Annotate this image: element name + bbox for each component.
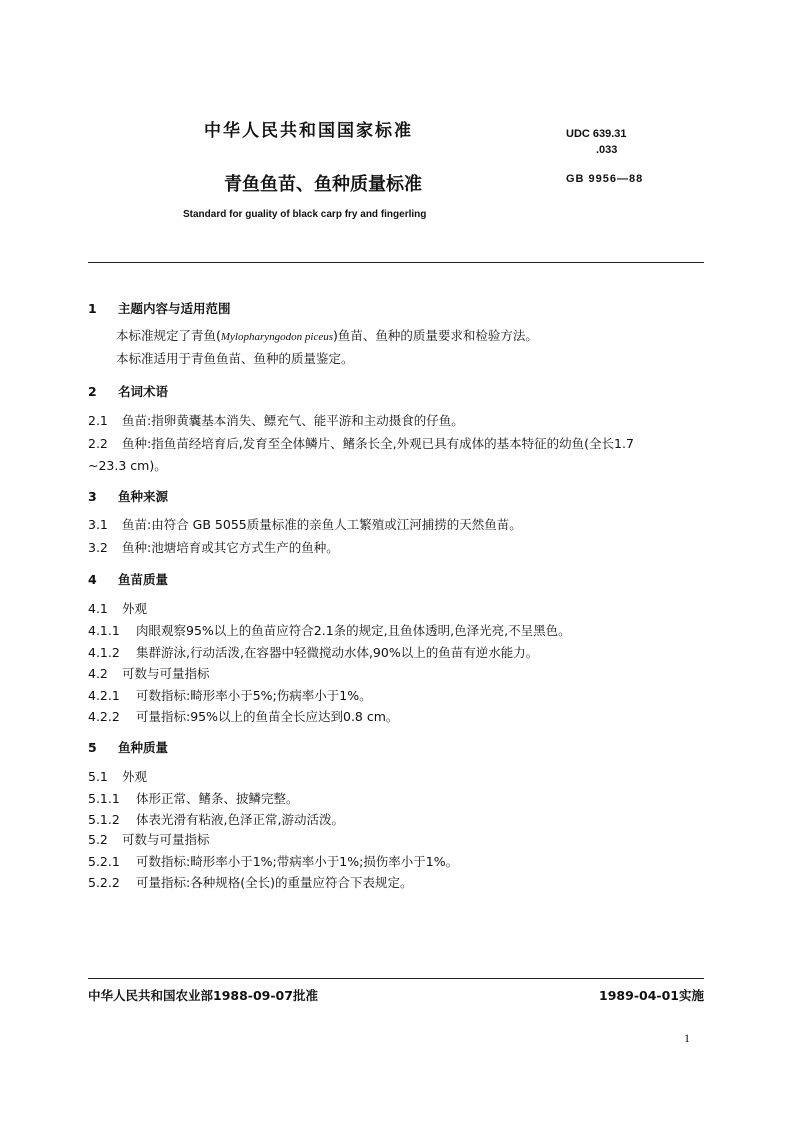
- clause-4-1-1: [88, 621, 571, 639]
- section-4-heading: [88, 570, 168, 588]
- clause-text: 可量指标:95%以上的鱼苗全长应达到0.8 cm。: [136, 709, 399, 724]
- clause-text: 可数与可量指标: [122, 832, 210, 847]
- section-title: 鱼苗质量: [118, 572, 169, 587]
- section-1-paragraph-1: [116, 326, 538, 344]
- clause-4-1: [88, 599, 147, 617]
- gb-standard-number: GB 9956—88: [566, 173, 644, 185]
- clause-text: 外观: [122, 769, 148, 784]
- clause-number: 5.1.2: [88, 812, 120, 827]
- clause-4-2-2: [88, 707, 398, 725]
- english-title: Standard for guality of black carp fry and fingerling: [183, 209, 427, 220]
- clause-text: 可数指标:畸形率小于1%;带病率小于1%;损伤率小于1%。: [136, 854, 459, 869]
- clause-text: 鱼苗:指卵黄囊基本消失、鳔充气、能平游和主动摄食的仔鱼。: [122, 413, 464, 428]
- clause-5-1: [88, 767, 147, 785]
- clause-4-2: [88, 664, 210, 682]
- clause-text: 集群游泳,行动活泼,在容器中轻微搅动水体,90%以上的鱼苗有逆水能力。: [136, 645, 539, 660]
- section-title: 鱼种来源: [118, 489, 169, 504]
- clause-text: 肉眼观察95%以上的鱼苗应符合2.1条的规定,且鱼体透明,色泽光亮,不呈黑色。: [136, 623, 571, 638]
- issuing-authority-title: 中华人民共和国国家标准: [204, 121, 413, 141]
- clause-2-2: [88, 434, 634, 452]
- clause-number: 4.1: [88, 601, 108, 616]
- section-5-heading: [88, 738, 168, 756]
- clause-4-2-1: [88, 686, 372, 704]
- clause-5-1-1: [88, 789, 299, 807]
- clause-number: 3.1: [88, 517, 108, 532]
- paragraph-text: )鱼苗、鱼种的质量要求和检验方法。: [333, 328, 538, 343]
- section-number: 3: [88, 489, 97, 504]
- clause-text: 外观: [122, 601, 148, 616]
- approval-date: 中华人民共和国农业部1988-09-07批准: [88, 988, 318, 1003]
- clause-text: 可量指标:各种规格(全长)的重量应符合下表规定。: [136, 875, 413, 890]
- section-3-heading: [88, 487, 168, 505]
- clause-2-1: [88, 411, 464, 429]
- clause-number: 2.2: [88, 436, 108, 451]
- footer-divider: [88, 978, 704, 979]
- section-title: 名词术语: [118, 384, 169, 399]
- clause-4-1-2: [88, 643, 538, 661]
- clause-text: 可数指标:畸形率小于5%;伤病率小于1%。: [136, 688, 372, 703]
- clause-number: 5.2.2: [88, 875, 120, 890]
- page-number: 1: [684, 1031, 690, 1045]
- section-title: 鱼种质量: [118, 740, 169, 755]
- section-number: 4: [88, 572, 97, 587]
- clause-text: 体表光滑有粘液,色泽正常,游动活泼。: [136, 812, 344, 827]
- section-1-heading: [88, 299, 231, 317]
- clause-number: 5.2.1: [88, 854, 120, 869]
- clause-number: 2.1: [88, 413, 108, 428]
- clause-number: 5.1.1: [88, 791, 120, 806]
- clause-number: 5.1: [88, 769, 108, 784]
- section-number: 1: [88, 301, 97, 316]
- clause-number: 5.2: [88, 832, 108, 847]
- section-number: 5: [88, 740, 97, 755]
- section-title: 主题内容与适用范围: [118, 301, 231, 316]
- latin-species-name: Mylopharyngodon piceus: [220, 331, 334, 343]
- clause-text: 鱼种:指鱼苗经培育后,发育至全体鳞片、鳍条长全,外观已具有成体的基本特征的幼鱼(全长1.7: [122, 436, 634, 451]
- section-1-paragraph-2: 本标准适用于青鱼鱼苗、鱼种的质量鉴定。: [116, 351, 354, 366]
- clause-number: 4.2: [88, 666, 108, 681]
- clause-2-2-continuation: ~23.3 cm)。: [88, 458, 167, 473]
- section-number: 2: [88, 384, 97, 399]
- clause-5-1-2: [88, 810, 344, 828]
- paragraph-text: 本标准规定了青鱼(: [116, 328, 221, 343]
- clause-number: 3.2: [88, 540, 108, 555]
- clause-3-2: [88, 538, 339, 556]
- clause-text: 体形正常、鳍条、披鳞完整。: [136, 791, 299, 806]
- clause-text: 可数与可量指标: [122, 666, 210, 681]
- clause-3-1: [88, 515, 522, 533]
- udc-code: UDC 639.31: [566, 128, 627, 140]
- effective-date: 1989-04-01实施: [599, 988, 704, 1003]
- clause-text: 鱼苗:由符合 GB 5055质量标准的亲鱼人工繁殖或江河捕捞的天然鱼苗。: [122, 517, 522, 532]
- clause-number: 4.2.1: [88, 688, 120, 703]
- clause-5-2-1: [88, 852, 458, 870]
- header-divider: [88, 262, 704, 263]
- clause-number: 4.1.1: [88, 623, 120, 638]
- clause-text: 鱼种:池塘培育或其它方式生产的鱼种。: [122, 540, 339, 555]
- section-2-heading: [88, 382, 168, 400]
- udc-code-suffix: .033: [596, 144, 618, 156]
- clause-5-2: [88, 830, 210, 848]
- clause-5-2-2: [88, 873, 412, 891]
- document-title: 青鱼鱼苗、鱼种质量标准: [224, 174, 422, 195]
- clause-number: 4.2.2: [88, 709, 120, 724]
- clause-number: 4.1.2: [88, 645, 120, 660]
